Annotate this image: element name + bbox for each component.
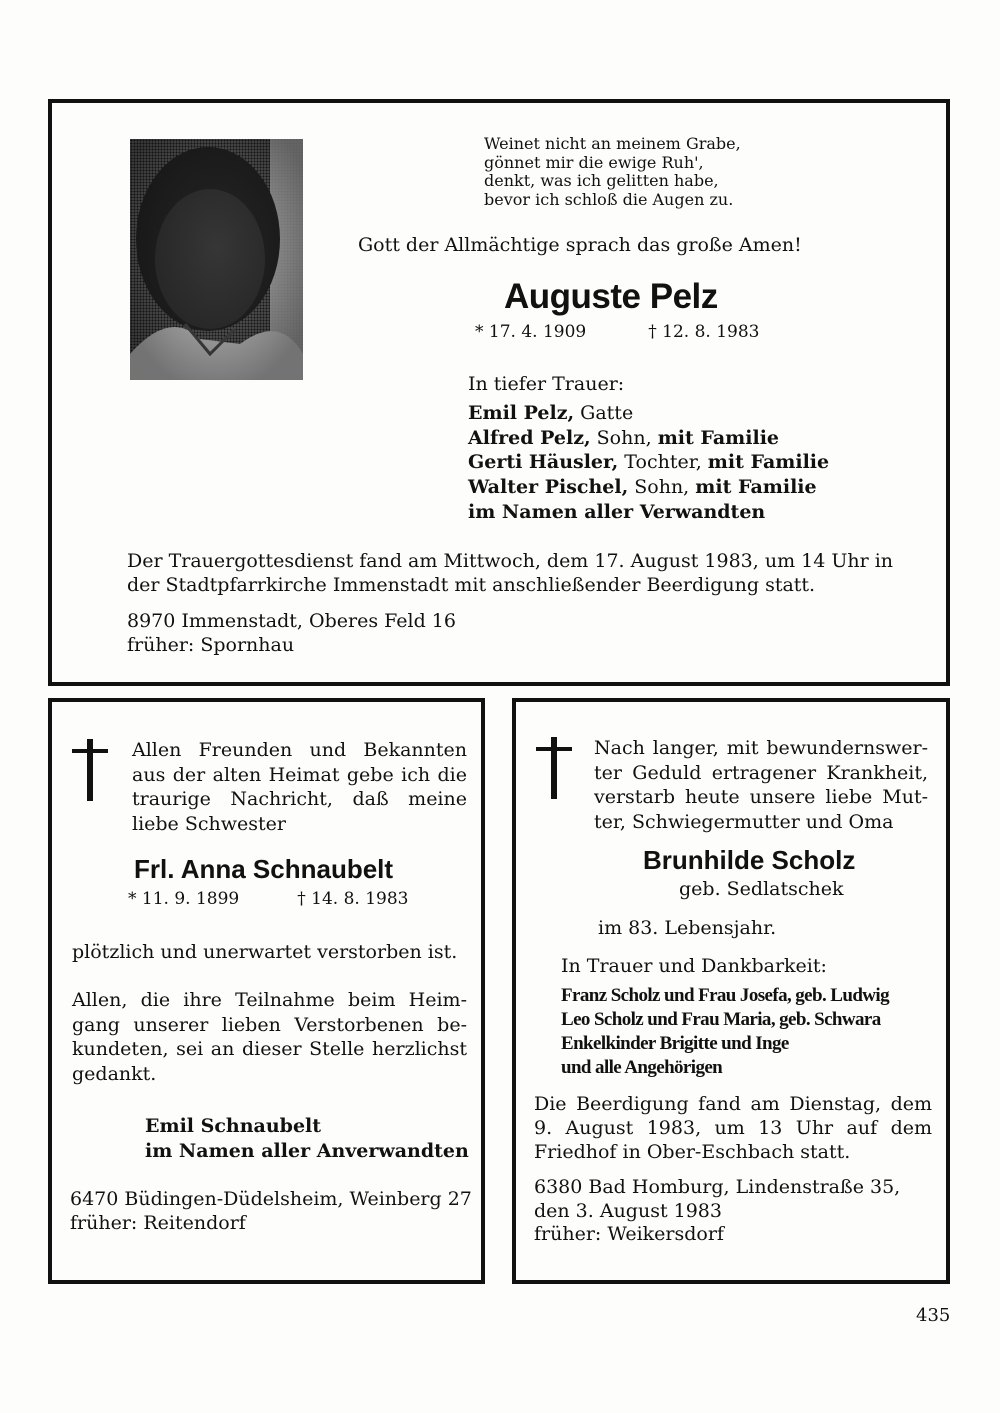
burial-line: Die Beerdigung fand am Dienstag, dem — [534, 1093, 932, 1115]
life-dates — [128, 889, 408, 909]
life-dates — [475, 322, 759, 342]
thanks-line: gang unserer lieben Verstorbenen be- — [72, 1013, 467, 1036]
page-number: 435 — [916, 1305, 951, 1326]
poem-line: bevor ich schloß die Augen zu. — [484, 189, 734, 209]
amen-line: Gott der Allmächtige sprach das große Amen! — [358, 234, 802, 256]
age-line: im 83. Lebensjahr. — [598, 917, 777, 939]
death-date: † 14. 8. 1983 — [297, 889, 409, 909]
service-text — [127, 549, 893, 597]
address — [70, 1188, 472, 1235]
thanks-line: gedankt. — [72, 1062, 157, 1085]
poem-line: denkt, was ich gelitten habe, — [484, 171, 719, 190]
intro-line: aus der alten Heimat gebe ich die — [132, 763, 467, 786]
intro-line: Nach langer, mit bewundernswer- — [594, 737, 928, 759]
mourner-entry: Enkelkinder Brigitte und Inge — [561, 1033, 789, 1054]
intro-line: ter Geduld ertragener Krankheit, — [594, 761, 928, 784]
thanks-line: kundeten, sei an dieser Stelle herzlichst — [72, 1038, 467, 1060]
address-line: den 3. August 1983 — [534, 1199, 722, 1222]
mourner-entry: Leo Scholz und Frau Maria, geb. Schwara — [561, 1009, 881, 1030]
address — [534, 1176, 900, 1247]
notice-brunhilde-scholz — [512, 698, 950, 1284]
intro-line: verstarb heute unsere liebe Mut- — [594, 786, 928, 808]
service-line: Der Trauergottesdienst fand am Mittwoch, dem 17. August 1983, um 14 Uhr in — [127, 550, 894, 572]
mourner-entry: im Namen aller Verwandten — [468, 500, 766, 523]
burial-line: 9. August 1983, um 13 Uhr auf dem — [534, 1117, 932, 1139]
signature-line: im Namen aller Anverwandten — [145, 1140, 469, 1162]
address — [127, 609, 456, 657]
mourner-entry: und alle Angehörigen — [561, 1057, 723, 1078]
address-line: früher: Reitendorf — [70, 1211, 246, 1234]
address-line: 6380 Bad Homburg, Lindenstraße 35, — [534, 1176, 901, 1198]
signature — [145, 1114, 469, 1164]
thanks-line: Allen, die ihre Teilnahme beim Heim- — [72, 989, 467, 1011]
address-line: früher: Spornhau — [127, 634, 295, 656]
notice-auguste-pelz — [48, 99, 950, 686]
cross-icon — [536, 737, 572, 799]
poem-line: Weinet nicht an meinem Grabe, — [484, 134, 741, 153]
mourning-label: In tiefer Trauer: — [468, 373, 625, 395]
portrait-photo — [130, 139, 303, 380]
mourner-entry: Alfred Pelz, Sohn, mit Familie — [468, 426, 780, 449]
birth-date: * 17. 4. 1909 — [475, 322, 587, 342]
intro-line: Allen Freunden und Bekannten — [132, 739, 467, 761]
burial-text — [534, 1092, 932, 1164]
address-line: 8970 Immenstadt, Oberes Feld 16 — [127, 610, 456, 632]
mourner-entry: Gerti Häusler, Tochter, mit Familie — [468, 451, 830, 474]
deceased-name: Frl. Anna Schnaubelt — [134, 854, 394, 884]
deceased-name: Auguste Pelz — [504, 277, 718, 316]
notice-anna-schnaubelt — [48, 698, 485, 1284]
intro-line: liebe Schwester — [132, 812, 286, 835]
thanks-text — [72, 988, 467, 1086]
mourner-entry: Walter Pischel, Sohn, mit Familie — [468, 476, 817, 499]
service-line: der Stadtpfarrkirche Immenstadt mit anschließender Beerdigung statt. — [127, 574, 816, 596]
intro-line: traurige Nachricht, daß meine — [132, 788, 467, 810]
birth-date: * 11. 9. 1899 — [128, 889, 240, 909]
intro-text — [594, 736, 928, 834]
deceased-name: Brunhilde Scholz — [643, 845, 856, 875]
mourning-label: In Trauer und Dankbarkeit: — [561, 955, 827, 977]
poem — [484, 135, 741, 209]
burial-line: Friedhof in Ober-Eschbach statt. — [534, 1141, 851, 1163]
address-line: 6470 Büdingen-Düdelsheim, Weinberg 27 — [70, 1188, 472, 1210]
cross-icon — [72, 739, 108, 801]
signature-line: Emil Schnaubelt — [145, 1115, 322, 1137]
poem-line: gönnet mir die ewige Ruh', — [484, 152, 704, 172]
mourner-list — [561, 984, 889, 1080]
mourner-entry: Franz Scholz und Frau Josefa, geb. Ludwig — [561, 985, 889, 1006]
maiden-name: geb. Sedlatschek — [679, 878, 844, 900]
sudden-line: plötzlich und unerwartet verstorben ist. — [72, 941, 458, 963]
death-date: † 12. 8. 1983 — [648, 322, 760, 342]
address-line: früher: Weikersdorf — [534, 1223, 724, 1245]
intro-text — [132, 738, 467, 836]
mourner-list — [468, 401, 829, 525]
intro-line: ter, Schwiegermutter und Oma — [594, 810, 894, 833]
mourner-entry: Emil Pelz, Gatte — [468, 402, 634, 424]
